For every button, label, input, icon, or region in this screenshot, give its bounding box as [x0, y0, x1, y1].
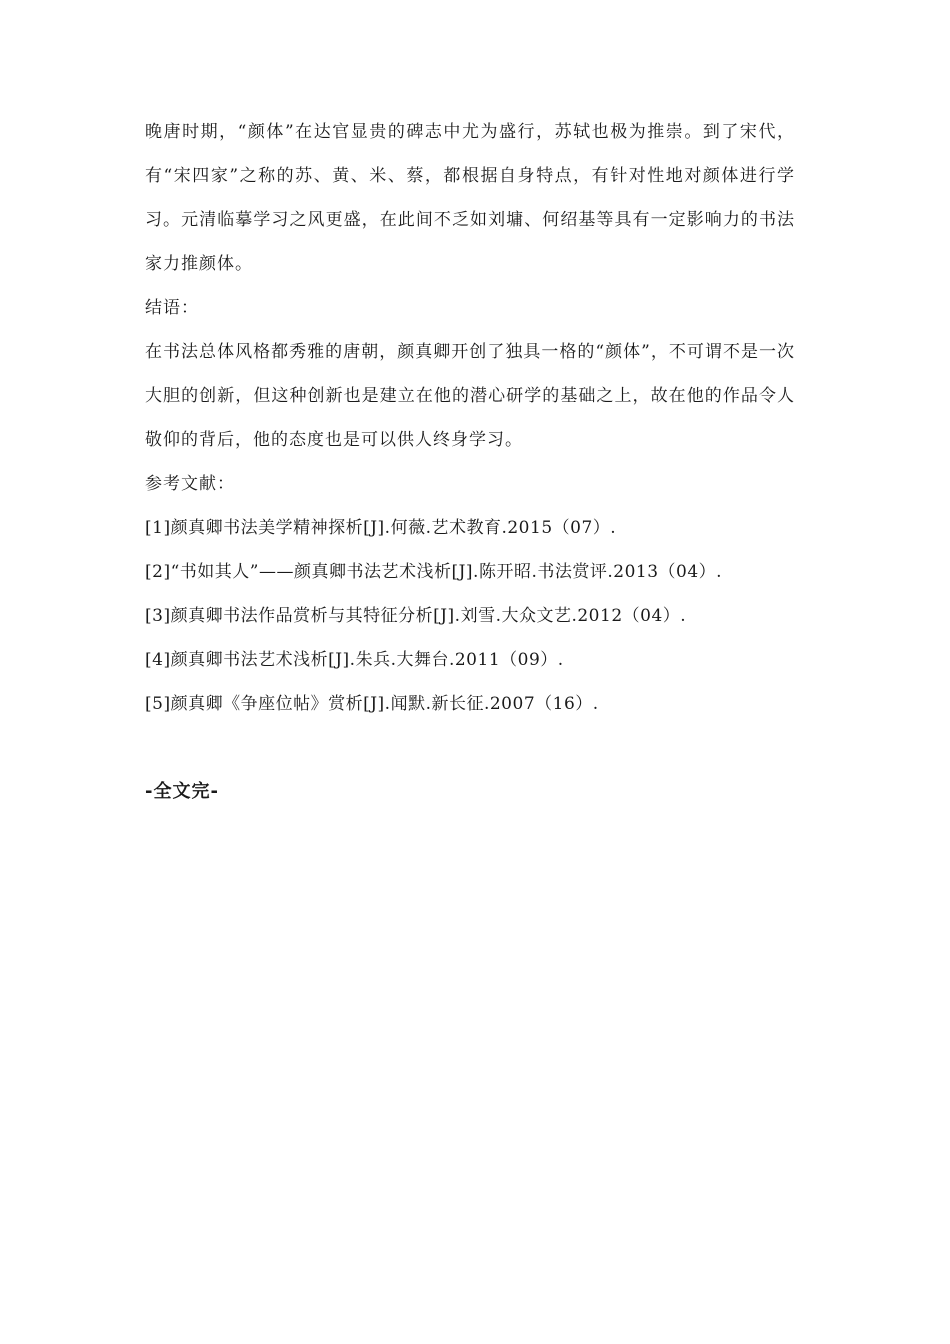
end-of-document-mark: -全文完-: [145, 781, 219, 802]
conclusion-paragraph: 在书法总体风格都秀雅的唐朝，颜真卿开创了独具一格的“颜体”，不可谓不是一次大胆的创新，但这种创新也是建立在他的潜心研学的基础之上，故在他的作品令人敬仰的背后，他的态度也是可以供人终身学习。: [145, 342, 795, 450]
reference-item-5: [5]颜真卿《争座位帖》赏析[J].闻默.新长征.2007（16）.: [145, 694, 599, 714]
reference-item-2: [2]“书如其人”——颜真卿书法艺术浅析[J].陈开昭.书法赏评.2013（04）.: [145, 562, 723, 582]
reference-item-3: [3]颜真卿书法作品赏析与其特征分析[J].刘雪.大众文艺.2012（04）.: [145, 606, 687, 626]
references-heading: 参考文献：: [145, 474, 235, 494]
reference-list: [145, 506, 795, 726]
conclusion-heading: 结语：: [145, 298, 199, 318]
reference-item-4: [4]颜真卿书法艺术浅析[J].朱兵.大舞台.2011（09）.: [145, 650, 564, 670]
document-page: [145, 110, 795, 814]
reference-item-1: [1]颜真卿书法美学精神探析[J].何薇.艺术教育.2015（07）.: [145, 518, 617, 538]
body-paragraph: 晚唐时期，“颜体”在达官显贵的碑志中尤为盛行，苏轼也极为推崇。到了宋代，有“宋四家”之称的苏、黄、米、蔡，都根据自身特点，有针对性地对颜体进行学习。元清临摹学习之风更盛，在此间不乏如刘墉、何绍基等具有一定影响力的书法家力推颜体。: [145, 122, 795, 274]
